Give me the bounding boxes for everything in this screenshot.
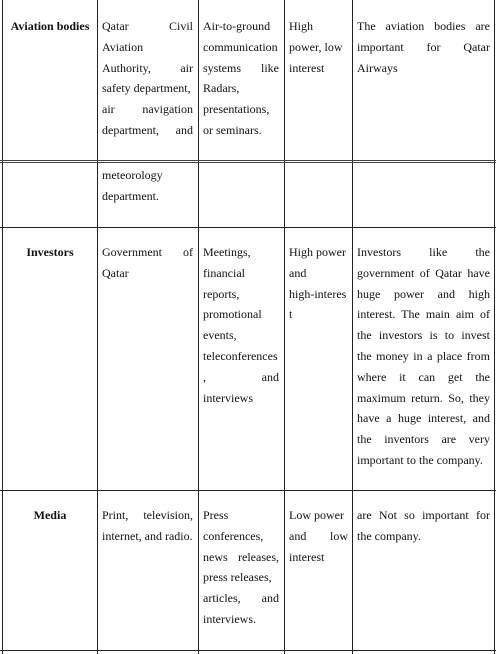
text-line: the money in a place from — [357, 348, 490, 363]
text-line: Government of — [102, 245, 193, 259]
text-line: power, low — [289, 39, 343, 54]
text-line: news releases, — [203, 549, 279, 564]
text-line: the company. — [357, 528, 421, 543]
text-line: communication — [203, 39, 278, 54]
text-line: Low power — [289, 508, 344, 522]
text-line: t — [289, 307, 293, 322]
text-line: government of Qatar have — [357, 265, 490, 280]
explanation-cell — [357, 505, 490, 547]
text-line: press releases, — [203, 570, 272, 585]
text-line: department. — [102, 188, 159, 203]
text-line: conferences, — [203, 528, 264, 543]
text-line: Press — [203, 508, 229, 522]
row-divider — [0, 227, 496, 228]
text-line: important for Qatar — [357, 39, 490, 54]
explanation-cell — [357, 16, 490, 78]
members-cell — [102, 242, 193, 284]
text-line: air navigation — [102, 102, 193, 117]
text-line: huge power and high — [357, 286, 490, 301]
text-line: interest. The main aim of — [357, 307, 490, 322]
communication-cell — [203, 16, 279, 141]
text-line: important to the company. — [357, 452, 483, 467]
column-divider — [352, 0, 353, 654]
text-line: teleconferences — [203, 348, 278, 363]
text-line: financial — [203, 265, 245, 280]
text-line: Qatar Civil — [102, 19, 193, 33]
text-line: and — [289, 265, 307, 280]
text-line: Qatar — [102, 265, 129, 280]
column-divider — [97, 0, 98, 654]
text-line: high-interes — [289, 286, 347, 301]
text-line: maximum return. So, they — [357, 390, 490, 405]
text-line: and low — [289, 528, 348, 543]
members-cell-continued — [102, 165, 193, 207]
text-line: department, and — [102, 122, 193, 137]
stakeholder-label: Investors — [26, 245, 74, 259]
members-cell — [102, 16, 193, 141]
power-interest-cell — [289, 16, 348, 78]
power-interest-cell — [289, 242, 348, 325]
text-line: High power — [289, 245, 346, 259]
text-line: presentations, — [203, 102, 270, 117]
text-line: Radars, — [203, 81, 240, 96]
text-line: High — [289, 19, 313, 33]
text-line: or seminars. — [203, 122, 262, 137]
text-line: are Not so important for — [357, 508, 490, 522]
column-divider — [198, 0, 199, 654]
text-line: where it can get the — [357, 369, 490, 384]
text-line: the inventors are very — [357, 432, 490, 447]
column-divider — [284, 0, 285, 654]
table-border-right — [494, 0, 495, 654]
text-line: meteorology — [102, 168, 163, 182]
text-line: safety department, — [102, 81, 191, 96]
text-line: events, — [203, 328, 237, 343]
row-divider — [0, 650, 496, 651]
page-break-divider — [0, 160, 496, 163]
text-line: Authority, air — [102, 60, 193, 75]
text-line: interviews. — [203, 611, 256, 626]
text-line: Aviation — [102, 39, 144, 54]
text-line: interest — [289, 60, 325, 75]
text-line: The aviation bodies are — [357, 19, 490, 33]
text-line: articles, and — [203, 591, 279, 606]
members-cell — [102, 505, 193, 547]
text-line: systems like — [203, 60, 279, 75]
text-line: internet, and radio. — [102, 528, 193, 543]
text-line: Airways — [357, 60, 398, 75]
explanation-cell — [357, 242, 490, 471]
row-divider — [0, 490, 496, 491]
text-line: , and — [203, 369, 279, 384]
text-line: Investors like the — [357, 245, 490, 259]
communication-cell — [203, 242, 279, 408]
communication-cell — [203, 505, 279, 630]
text-line: interest — [289, 549, 325, 564]
text-line: reports, — [203, 286, 240, 301]
text-line: have a huge interest, and — [357, 411, 490, 426]
text-line: Meetings, — [203, 245, 251, 259]
stakeholder-label: Media — [33, 508, 67, 522]
text-line: the investors is to invest — [357, 328, 490, 343]
text-line: interviews — [203, 390, 253, 405]
text-line: Print, television, — [102, 508, 193, 522]
table-border-left — [2, 0, 3, 654]
stakeholder-label: Aviation bodies — [10, 19, 90, 33]
text-line: Air-to-ground — [203, 19, 271, 33]
power-interest-cell — [289, 505, 348, 567]
text-line: promotional — [203, 307, 262, 322]
